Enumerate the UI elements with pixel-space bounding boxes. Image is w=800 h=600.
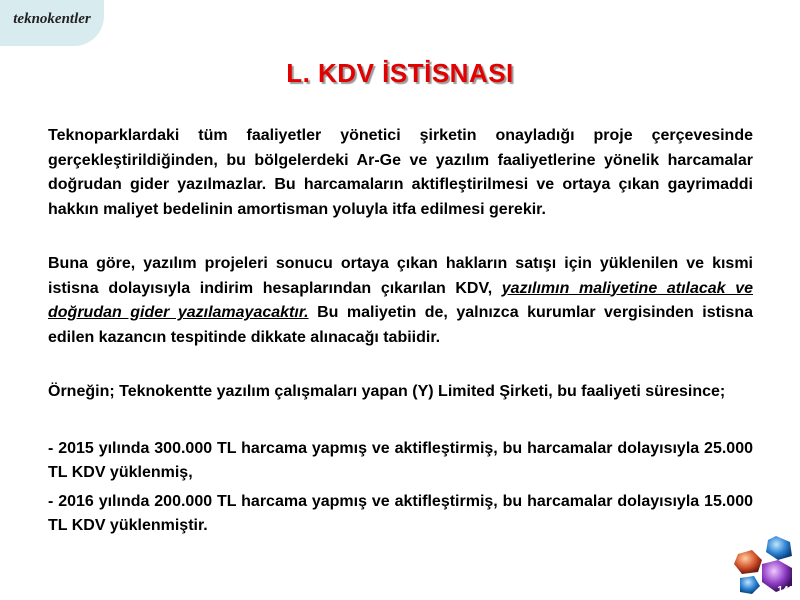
- paragraph-3: Örneğin; Teknokentte yazılım çalışmaları yapan (Y) Limited Şirketi, bu faaliyeti süresince;: [48, 383, 726, 400]
- bullet-2016: - 2016 yılında 200.000 TL harcama yapmış ve aktifleştirmiş, bu harcamalar dolayısıyla 15.000 TL KDV yüklenmiştir.: [48, 492, 753, 534]
- slide-title: L. KDV İSTİSNASI: [286, 58, 514, 88]
- paragraph-2-emphasis: yazılımın maliyetine atılacak ve doğrudan gider yazılamayacaktır.: [48, 279, 753, 321]
- paragraph-1: Teknoparklardaki tüm faaliyetler yönetici şirketin onayladığı proje çerçevesinde gerçekleştirildiğinden, bu bölgelerdeki Ar-Ge ve yazılım faaliyetlerine yönelik harcamalar doğrudan gider yazılmazlar. Bu harcamaların aktifleştirilmesi ve ortaya çıkan gayrimaddi hakkın maliyet bedelinin amortisman yoluyla itfa edilmesi gerekir.: [48, 127, 753, 218]
- slide-body: [48, 124, 753, 539]
- logo-badge: [0, 0, 104, 46]
- page-number: 140: [777, 585, 794, 596]
- paragraph-2: [48, 252, 753, 350]
- bullet-2015: - 2015 yılında 300.000 TL harcama yapmış ve aktifleştirmiş, bu harcamalar dolayısıyla 25.000 TL KDV yüklenmiş,: [48, 439, 753, 481]
- paragraph-2-start: Buna göre, yazılım projeleri sonucu ortaya çıkan hakların satışı için yüklenilen ve kısmi istisna dolayısıyla indirim hesaplarından çıkarılan KDV,: [48, 255, 753, 297]
- paragraph-2-end: Bu maliyetin de, yalnızca kurumlar vergisinden istisna edilen kazancın tespitinde dikkate alınacağı tabiidir.: [48, 304, 753, 346]
- logo-text: teknokentler: [13, 10, 91, 27]
